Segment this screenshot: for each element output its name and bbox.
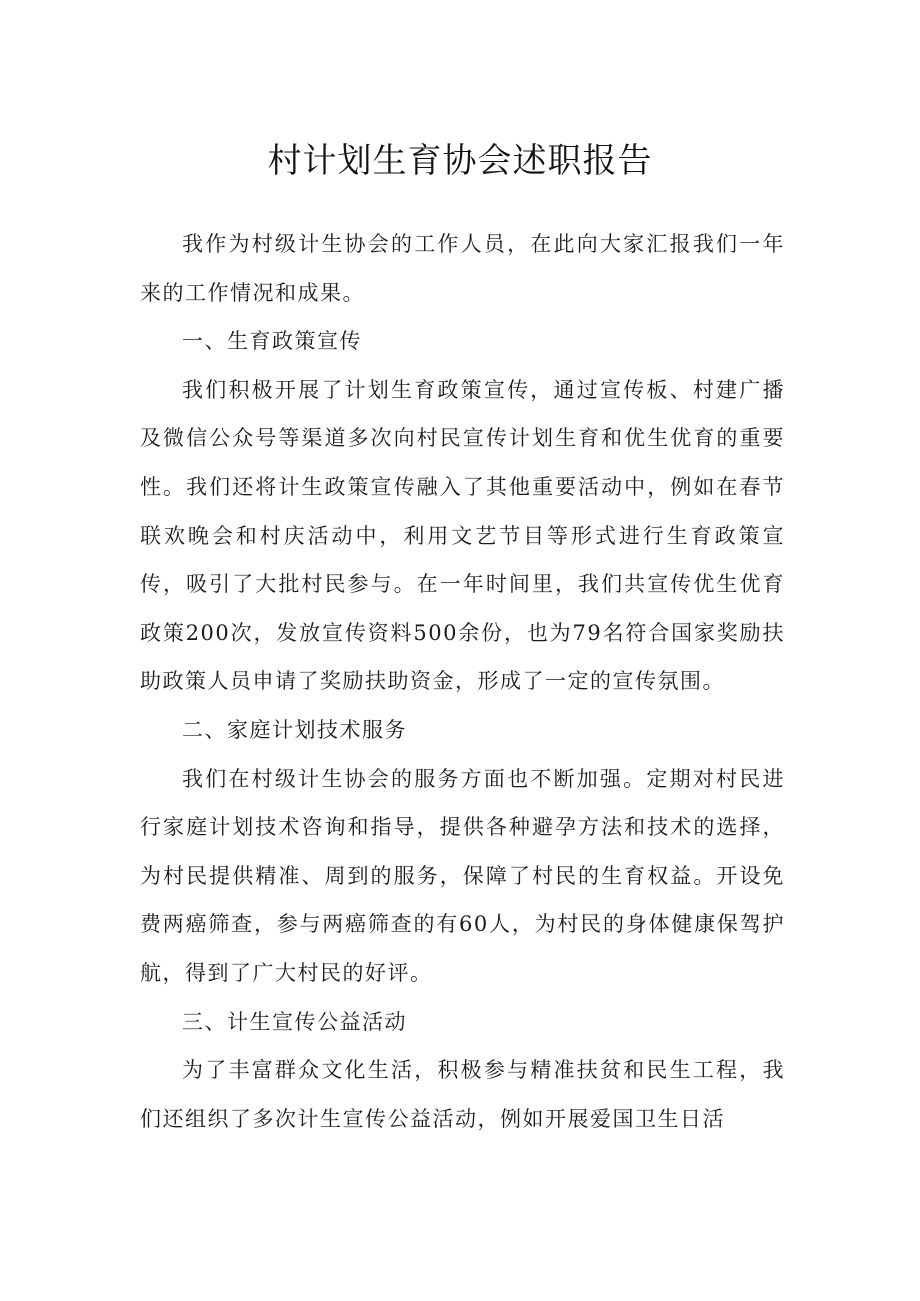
intro-paragraph: 我作为村级计生协会的工作人员，在此向大家汇报我们一年来的工作情况和成果。 bbox=[140, 232, 785, 305]
document-body bbox=[140, 220, 785, 1143]
section-body-policy-promotion: 我们积极开展了计划生育政策宣传，通过宣传板、村建广播及微信公众号等渠道多次向村民宣传计划生育和优生优育的重要性。我们还将计生政策宣传融入了其他重要活动中，例如在春节联欢晚会和村庆活动中，利用文艺节目等形式进行生育政策宣传，吸引了大批村民参与。在一年时间里，我们共宣传优生优育政策200次，发放宣传资料500余份，也为79名符合国家奖励扶助政策人员申请了奖励扶助资金，形成了一定的宣传氛围。 bbox=[140, 377, 785, 694]
section-heading-public-welfare-activities: 三、计生宣传公益活动 bbox=[182, 1009, 407, 1034]
document-title: 村计划生育协会述职报告 bbox=[267, 141, 653, 181]
section-body-family-planning-services: 我们在村级计生协会的服务方面也不断加强。定期对村民进行家庭计划技术咨询和指导，提供各种避孕方法和技术的选择，为村民提供精准、周到的服务，保障了村民的生育权益。开设免费两癌筛查，参与两癌筛查的有60人，为村民的身体健康保驾护航，得到了广大村民的好评。 bbox=[140, 766, 785, 985]
section-heading-family-planning-services: 二、家庭计划技术服务 bbox=[182, 717, 407, 742]
section-body-public-welfare-activities: 为了丰富群众文化生活，积极参与精准扶贫和民生工程，我们还组织了多次计生宣传公益活动，例如开展爱国卫生日活 bbox=[140, 1058, 785, 1131]
section-heading-policy-promotion: 一、生育政策宣传 bbox=[182, 329, 362, 354]
